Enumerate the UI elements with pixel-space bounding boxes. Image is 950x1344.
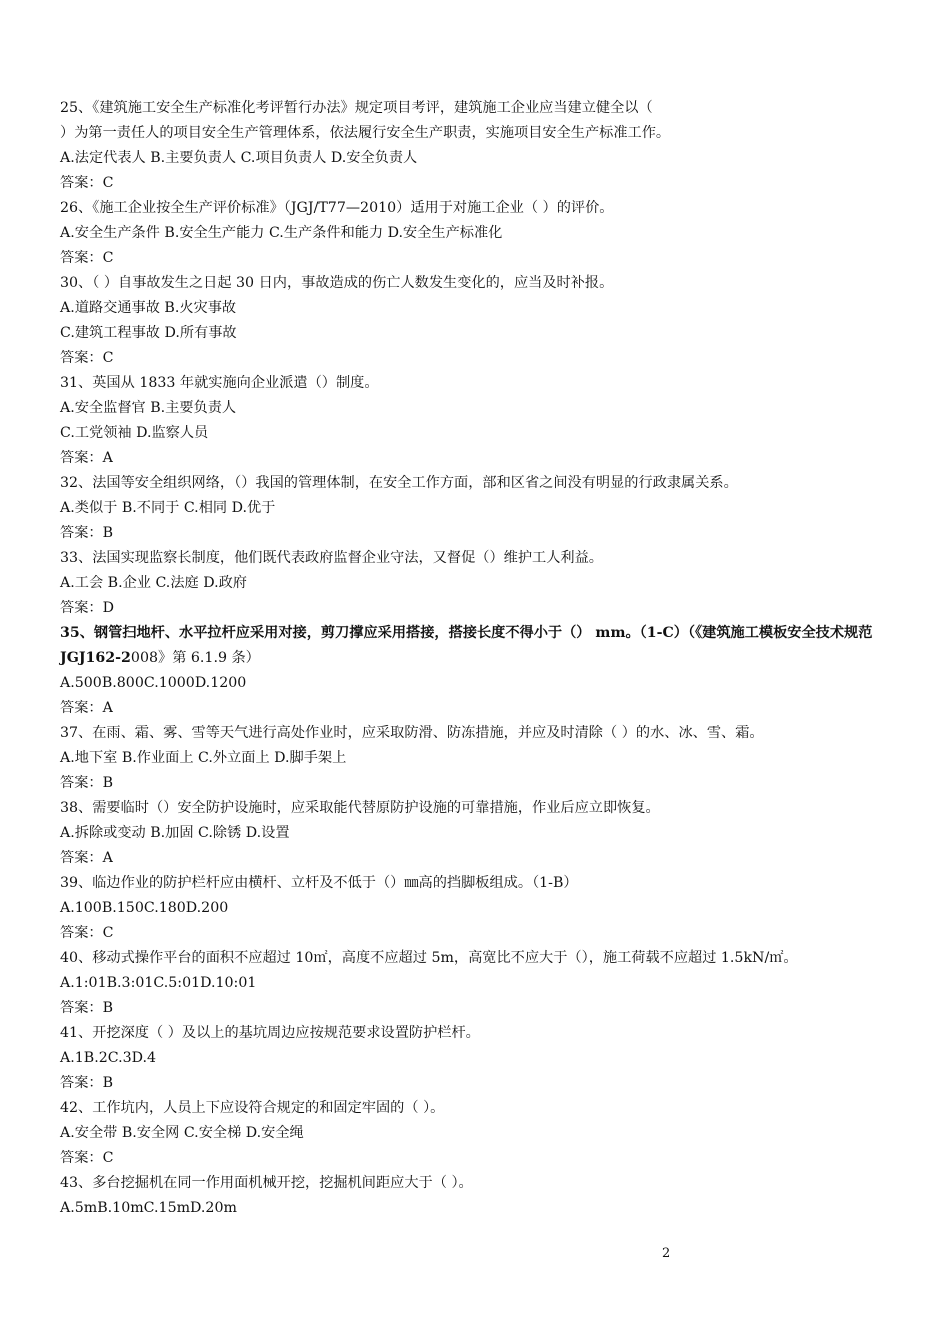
text-line: C.工党领袖 D.监察人员: [60, 425, 209, 441]
question-35: [60, 621, 900, 671]
question-40: 40、移动式操作平台的面积不应超过 10㎡，高度不应超过 5m，高宽比不应大于（），施工荷载不应超过 1.5kN/㎡。: [60, 950, 798, 966]
text-line: A.500B.800C.1000D.1200: [60, 675, 247, 691]
text-line: 37、在雨、霜、雾、雪等天气进行高处作业时，应采取防滑、防冻措施，并应及时清除（ ）的水、冰、雪、霜。: [60, 725, 764, 741]
text-line: C.建筑工程事故 D.所有事故: [60, 325, 237, 341]
answer-line: 答案：C: [60, 175, 114, 191]
answer-line: 答案：A: [60, 450, 113, 466]
answer-line: 答案：B: [60, 525, 113, 541]
answer-line: 答案：C: [60, 350, 114, 366]
text-line: A.安全生产条件 B.安全生产能力 C.生产条件和能力 D.安全生产标准化: [60, 225, 503, 241]
answer-line: 答案：B: [60, 775, 113, 791]
text-line: 30、（ ）自事故发生之日起 30 日内，事故造成的伤亡人数发生变化的，应当及时补报。: [60, 275, 614, 291]
answer-line: 答案：B: [60, 1000, 113, 1016]
text-line: 41、开挖深度（ ）及以上的基坑周边应按规范要求设置防护栏杆。: [60, 1025, 480, 1041]
text-line: ）为第一责任人的项目安全生产管理体系，依法履行安全生产职责，实施项目安全生产标准工作。: [60, 125, 671, 141]
page-number: 2: [662, 1246, 671, 1261]
text-line: 31、英国从 1833 年就实施向企业派遣（）制度。: [60, 375, 379, 391]
question-35-normal: 008》第 6.1.9 条）: [130, 650, 260, 666]
text-line: 25、《建筑施工安全生产标准化考评暂行办法》规定项目考评，建筑施工企业应当建立健全以（: [60, 100, 653, 116]
text-line: A.拆除或变动 B.加固 C.除锈 D.设置: [60, 825, 290, 841]
question-35-bold: 35、钢管扫地杆、水平拉杆应采用对接，剪刀撑应采用搭接，搭接长度不得小于（） mm。（1-C）（《建筑施工模板安全技术规范 JGJ162-2: [60, 625, 873, 666]
text-line: 33、法国实现监察长制度，他们既代表政府监督企业守法，又督促（）维护工人利益。: [60, 550, 603, 566]
text-line: A.安全监督官 B.主要负责人: [60, 400, 237, 416]
text-line: 39、临边作业的防护栏杆应由横杆、立杆及不低于（）㎜高的挡脚板组成。（1-B）: [60, 875, 578, 891]
text-line: 26、《施工企业按全生产评价标准》（JGJ/T77—2010）适用于对施工企业（ ）的评价。: [60, 200, 614, 216]
answer-line: 答案：C: [60, 250, 114, 266]
answer-line: 答案：D: [60, 600, 114, 616]
text-line: A.类似于 B.不同于 C.相同 D.优于: [60, 500, 276, 516]
answer-line: 答案：A: [60, 850, 113, 866]
text-line: 38、需要临时（）安全防护设施时，应采取能代替原防护设施的可靠措施，作业后应立即恢复。: [60, 800, 660, 816]
answer-line: 答案：C: [60, 925, 114, 941]
answer-line: 答案：A: [60, 700, 113, 716]
question-list: [60, 96, 900, 1221]
text-line: A.1:01B.3:01C.5:01D.10:01: [60, 975, 257, 991]
text-line: A.100B.150C.180D.200: [60, 900, 229, 916]
answer-line: 答案：B: [60, 1075, 113, 1091]
answer-line: 答案：C: [60, 1150, 114, 1166]
text-line: A.法定代表人 B.主要负责人 C.项目负责人 D.安全负责人: [60, 150, 418, 166]
text-line: 42、工作坑内，人员上下应设符合规定的和固定牢固的（ ）。: [60, 1100, 445, 1116]
text-line: A.1B.2C.3D.4: [60, 1050, 157, 1066]
text-line: A.道路交通事故 B.火灾事故: [60, 300, 237, 316]
text-line: A.工会 B.企业 C.法庭 D.政府: [60, 575, 247, 591]
text-line: 32、法国等安全组织网络，（）我国的管理体制，在安全工作方面，部和区省之间没有明显的行政隶属关系。: [60, 475, 738, 491]
text-line: 43、多台挖掘机在同一作用面机械开挖，挖掘机间距应大于（ ）。: [60, 1175, 473, 1191]
text-line: A.5mB.10mC.15mD.20m: [60, 1200, 237, 1216]
text-line: A.地下室 B.作业面上 C.外立面上 D.脚手架上: [60, 750, 347, 766]
text-line: A.安全带 B.安全网 C.安全梯 D.安全绳: [60, 1125, 304, 1141]
